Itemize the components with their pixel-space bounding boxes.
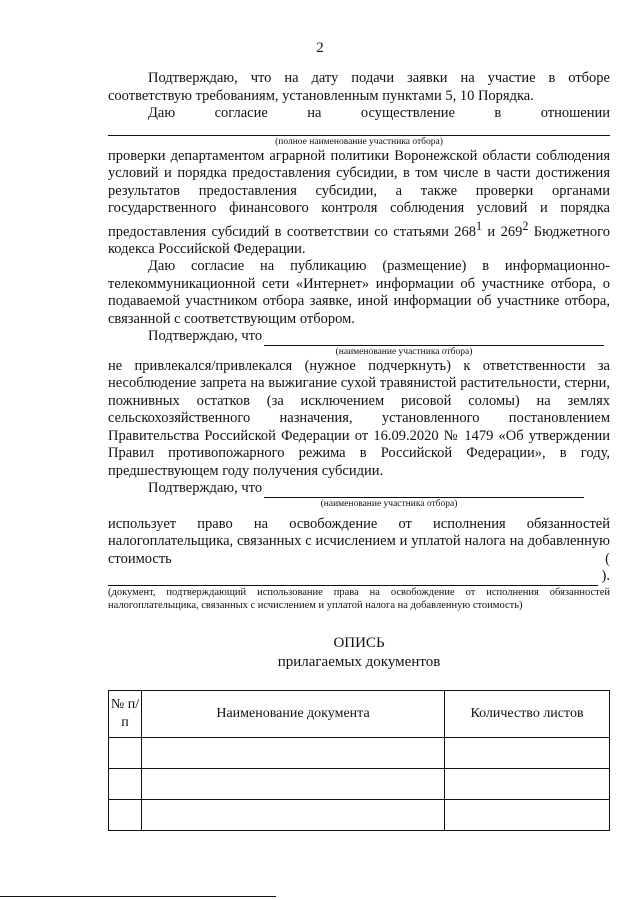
document-body <box>108 70 610 831</box>
table-cell[interactable] <box>445 737 610 768</box>
fill-line-vat-document[interactable] <box>108 571 598 586</box>
superscript-1: 1 <box>476 218 483 233</box>
table-cell[interactable] <box>142 768 445 799</box>
inventory-title: ОПИСЬ <box>333 634 385 651</box>
footer-divider <box>0 896 276 897</box>
confirm-row-1 <box>108 328 610 346</box>
paragraph-requirements: Подтверждаю, что на дату подачи заявки на участие в отборе соответствую требованиям, установленным пунктами 5, 10 Порядка. <box>108 70 610 104</box>
paragraph-consent-publication: Даю согласие на публикацию (размещение) в информационно-телекоммуникационной сети «Интернет» информации об участнике отбора, о подаваемой участником отбора заявке, иной информации об участнике отбора, связанной с соответствующим отбором. <box>108 258 610 327</box>
confirm-row-2 <box>108 480 610 498</box>
fill-line-participant-2[interactable] <box>264 483 584 498</box>
header-number: № п/п <box>109 690 142 737</box>
caption-participant-2: (наименование участника отбора) <box>320 498 458 509</box>
vat-close-bracket: ). <box>601 568 610 585</box>
paragraph-consent-inspection: проверки департаментом аграрной политики Воронежской области соблюдения условий и порядка предоставления субсидии, в том числе в части достижения результатов предоставления субсидии, а также проверки органами государственного финансового контроля соблюдения условий и порядка предоставления субсидий в соответствии со статьями $268^1$ и $269^2$ Бюджетного кодекса Российской Федерации. <box>108 147 611 257</box>
confirm-label-2: Подтверждаю, что <box>148 480 263 497</box>
table-cell[interactable] <box>445 799 610 830</box>
header-document-name: Наименование документа <box>142 690 445 737</box>
header-sheet-count: Количество листов <box>445 690 610 737</box>
table-cell[interactable] <box>445 768 610 799</box>
fill-line-participant-1[interactable] <box>264 331 604 346</box>
caption-participant-1: (наименование участника отбора) <box>335 346 473 357</box>
vat-document-row <box>108 568 610 586</box>
page-number: 2 <box>316 40 324 56</box>
table-cell[interactable] <box>142 799 445 830</box>
table-cell[interactable] <box>109 768 142 799</box>
paragraph-vat-exemption: использует право на освобождение от исполнения обязанностей налогоплательщика, связанных с исчислением и уплатой налога на добавленную стоимость ( <box>108 515 610 567</box>
caption-full-name: (полное наименование участника отбора) <box>275 136 443 147</box>
table-header-row <box>109 690 610 737</box>
superscript-2: 2 <box>522 218 529 233</box>
paragraph-consent-lead: Даю согласие на осуществление в отношении <box>148 105 610 121</box>
note-vat-document: (документ, подтверждающий использование права на освобождение от исполнения обязанностей налогоплательщика, связанных с исчислением и уплатой налога на добавленную стоимость) <box>108 586 610 611</box>
table-row <box>109 768 610 799</box>
fill-line-full-name[interactable] <box>108 123 610 136</box>
table-cell[interactable] <box>142 737 445 768</box>
table-cell[interactable] <box>109 799 142 830</box>
confirm-label-1: Подтверждаю, что <box>148 328 263 345</box>
table-row <box>109 737 610 768</box>
inventory-table <box>108 690 610 831</box>
table-row <box>109 799 610 830</box>
paragraph-fire-safety: не привлекался/привлекался (нужное подчеркнуть) к ответственности за несоблюдение запрета на выжигание сухой травянистой растительности, стерни, пожнивных остатков (за исключением рисовой соломы) на землях сельскохозяйственного назначения, установленного постановлением Правительства Российской Федерации от 16.09.2020 № 1479 «Об утверждении Правил противопожарного режима в Российской Федерации», в году, предшествующем году получения субсидии. <box>108 357 610 479</box>
inventory-subtitle: прилагаемых документов <box>277 653 441 670</box>
table-cell[interactable] <box>109 737 142 768</box>
